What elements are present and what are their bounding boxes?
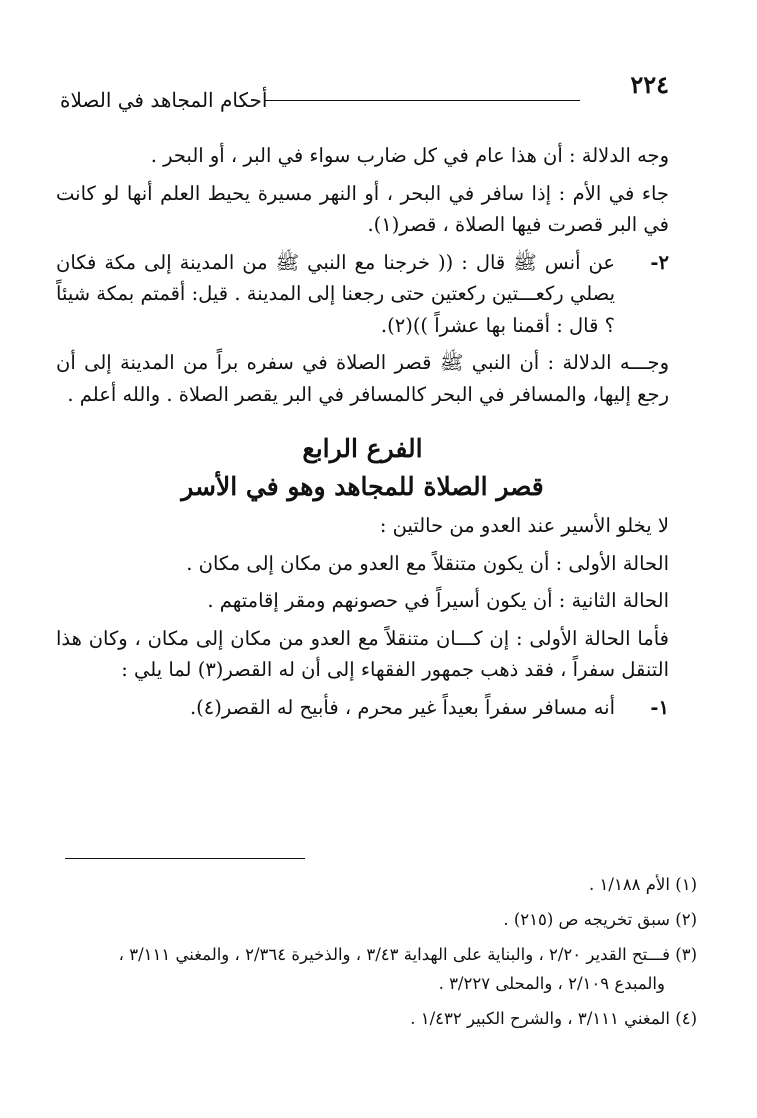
paragraph-evidence-1: وجه الدلالة : أن هذا عام في كل ضارب سواء في البر ، أو البحر . bbox=[150, 144, 669, 167]
running-title: أحكام المجاهد في الصلاة bbox=[60, 88, 268, 112]
paragraph-umm-quote: جاء في الأم : إذا سافر في البحر ، أو النهر مسيرة يحيط العلم أنها لو كانت في البر قصرت فيها الصلاة ، قصر(١). bbox=[56, 181, 669, 236]
footnote-separator bbox=[65, 858, 305, 859]
section-title: قصر الصلاة للمجاهد وهو في الأسر bbox=[181, 472, 544, 501]
paragraph-intro: لا يخلو الأسير عند العدو من حالتين : bbox=[379, 514, 669, 537]
footnote-1: (١) الأم ١/١٨٨ . bbox=[589, 875, 697, 894]
page-header bbox=[60, 62, 669, 112]
footnote-3-text: (٣) فـــتح القدير ٢/٢٠ ، والبناية على الهداية ٣/٤٣ ، والذخيرة ٢/٣٦٤ ، والمغني ٣/١١١ ، bbox=[118, 945, 697, 964]
paragraph-case-1: الحالة الأولى : أن يكون متنقلاً مع العدو من مكان إلى مكان . bbox=[186, 551, 669, 575]
main-text bbox=[56, 140, 669, 729]
list-item-text: أنه مسافر سفراً بعيداً غير محرم ، فأبيح له القصر(٤). bbox=[189, 695, 615, 719]
page-number: ٢٢٤ bbox=[630, 70, 669, 99]
header-rule bbox=[265, 100, 580, 101]
footnote-3 bbox=[58, 940, 697, 998]
footnote-2: (٢) سبق تخريجه ص (٢١٥) . bbox=[503, 910, 697, 929]
list-item-number: ١- bbox=[650, 695, 669, 719]
paragraph-case-2: الحالة الثانية : أن يكون أسيراً في حصونهم ومقر إقامتهم . bbox=[207, 589, 669, 612]
footnote-3-continuation: والمبدع ٢/١٠٩ ، والمحلى ٣/٢٢٧ . bbox=[438, 974, 665, 993]
paragraph-case-1-ruling: فأما الحالة الأولى : إن كـــان متنقلاً مع العدو من مكان إلى مكان ، وكان هذا التنقل سفراً ، فقد ذهب جمهور الفقهاء إلى أن له القصر(٣) لما يلي : bbox=[56, 626, 669, 681]
list-item-1 bbox=[56, 692, 669, 724]
hadith-text: عن أنس ﷺ قال : (( خرجنا مع النبي ﷺ من المدينة إلى مكة فكان يصلي ركعـــتين ركعتين حتى رجعنا إلى المدينة . قيل: أقمتم بمكة شيئاً ؟ قال : أقمنا بها عشراً ))(٢). bbox=[56, 250, 615, 337]
footnote-4: (٤) المغني ٣/١١١ ، والشرح الكبير ١/٤٣٢ . bbox=[410, 1009, 697, 1028]
branch-heading: الفرع الرابع bbox=[302, 434, 423, 463]
paragraph-evidence-2: وجـــه الدلالة : أن النبي ﷺ قصر الصلاة في سفره براً من المدينة إلى أن رجع إليها، والمسافر في البحر كالمسافر في البر يقصر الصلاة . والله أعلم . bbox=[56, 351, 669, 406]
list-item-2 bbox=[56, 247, 669, 342]
list-item-number: ٢- bbox=[650, 250, 669, 274]
footnotes bbox=[58, 870, 697, 1039]
